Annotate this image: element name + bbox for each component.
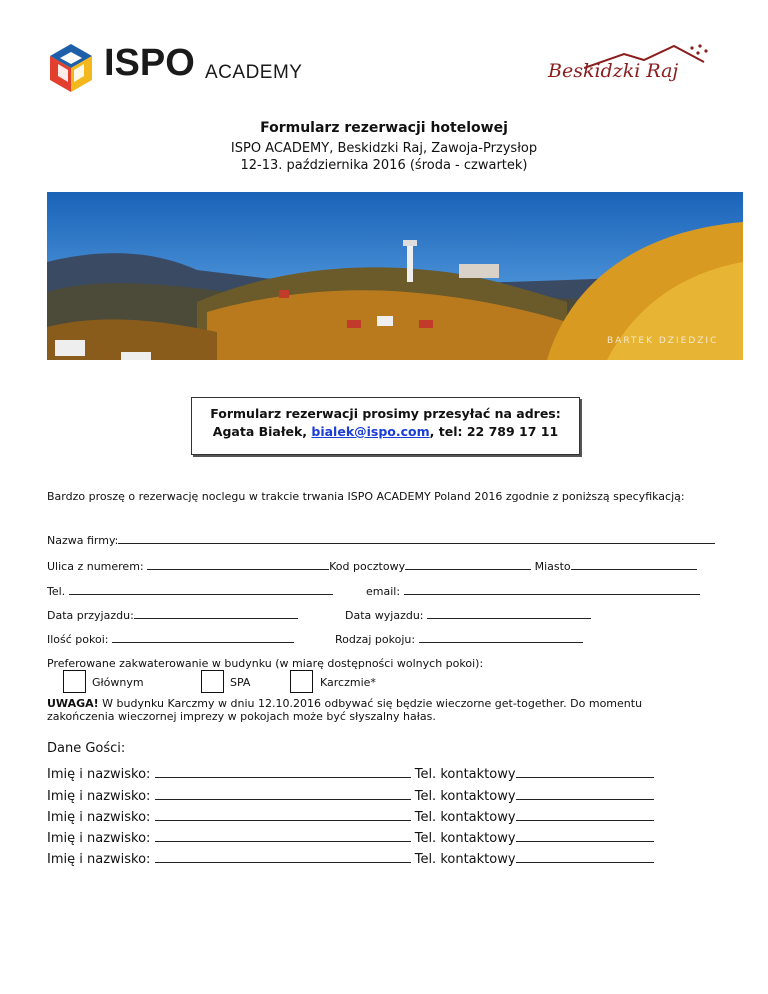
guest-name-label: Imię i nazwisko: [47, 767, 151, 782]
guest-name-label: Imię i nazwisko: [47, 789, 151, 804]
warning-line1 [47, 697, 642, 710]
guest-row-4 [47, 828, 654, 846]
tel-field[interactable] [69, 583, 333, 595]
guest-phone-field[interactable] [516, 786, 654, 800]
contact-phone: , tel: 22 789 17 11 [429, 424, 559, 439]
checkbox-main-building[interactable] [63, 670, 86, 693]
guest-row-5 [47, 849, 654, 867]
guest-phone-label: Tel. kontaktowy [414, 810, 516, 825]
company-row [47, 532, 715, 547]
photo-watermark: BARTEK DZIEDZIC [607, 336, 719, 346]
guest-phone-field[interactable] [516, 849, 654, 863]
postal-field[interactable] [405, 558, 531, 570]
mountain-panorama-photo [47, 192, 743, 360]
departure-group [345, 607, 591, 622]
rooms-group [47, 631, 294, 646]
ispo-cube-icon [44, 42, 98, 96]
beskidzki-logo-word: Beskidzki Raj [548, 60, 679, 82]
preference-label: Preferowane zakwaterowanie w budynku (w miarę dostępności wolnych pokoi): [47, 657, 484, 670]
email-field[interactable] [404, 583, 700, 595]
contact-name: Agata Białek, [212, 424, 312, 439]
rooms-label: Ilość pokoi: [47, 633, 109, 646]
ispo-logo-word: ISPO [104, 42, 195, 84]
rooms-field[interactable] [112, 631, 294, 643]
guest-phone-label: Tel. kontaktowy [414, 852, 516, 867]
option-karczma-label: Karczmie* [320, 676, 376, 689]
guest-row-3 [47, 807, 654, 825]
departure-label: Data wyjazdu: [345, 609, 424, 622]
checkbox-spa[interactable] [201, 670, 224, 693]
contact-email-link[interactable]: bialek@ispo.com [311, 424, 430, 439]
warning-line2: zakończenia wieczornej imprezy w pokojach może być słyszalny hałas. [47, 710, 436, 723]
departure-field[interactable] [427, 607, 591, 619]
guest-phone-label: Tel. kontaktowy [414, 789, 516, 804]
guest-name-field[interactable] [155, 828, 411, 842]
event-dates: 12-13. października 2016 (środa - czwartek) [240, 158, 528, 173]
guests-heading: Dane Gości: [47, 741, 126, 756]
beskidzki-raj-logo [544, 40, 714, 96]
contact-box [191, 397, 580, 455]
company-field[interactable] [118, 532, 715, 544]
street-label: Ulica z numerem: [47, 560, 144, 573]
email-label: email: [366, 585, 401, 598]
guest-phone-field[interactable] [516, 764, 654, 778]
ispo-logo-sub: ACADEMY [205, 62, 303, 83]
postal-label: Kod pocztowy [329, 560, 406, 573]
room-type-group [335, 631, 583, 646]
arrival-field[interactable] [134, 607, 298, 619]
arrival-group [47, 607, 298, 622]
tel-label: Tel. [47, 585, 66, 598]
tel-email-row [47, 583, 333, 598]
landscape-image [47, 192, 743, 360]
option-spa-label: SPA [230, 676, 251, 689]
street-field[interactable] [147, 558, 329, 570]
room-type-label: Rodzaj pokoju: [335, 633, 416, 646]
event-location: ISPO ACADEMY, Beskidzki Raj, Zawoja-Przysłop [230, 141, 538, 156]
guest-name-field[interactable] [155, 786, 411, 800]
guest-name-field[interactable] [155, 764, 411, 778]
guest-phone-label: Tel. kontaktowy [414, 767, 516, 782]
page-title: Formularz rezerwacji hotelowej [260, 120, 508, 136]
city-label: Miasto [534, 560, 571, 573]
guest-row-2 [47, 786, 654, 804]
city-field[interactable] [571, 558, 697, 570]
arrival-label: Data przyjazdu: [47, 609, 134, 622]
guest-name-label: Imię i nazwisko: [47, 810, 151, 825]
warning-bold: UWAGA! [47, 697, 99, 710]
room-type-field[interactable] [419, 631, 583, 643]
guest-phone-label: Tel. kontaktowy [414, 831, 516, 846]
guest-name-label: Imię i nazwisko: [47, 852, 151, 867]
guest-phone-field[interactable] [516, 828, 654, 842]
option-main-building-label: Głównym [92, 676, 144, 689]
checkbox-karczma[interactable] [290, 670, 313, 693]
guest-name-label: Imię i nazwisko: [47, 831, 151, 846]
ispo-academy-logo [44, 40, 314, 96]
guest-phone-field[interactable] [516, 807, 654, 821]
intro-text: Bardzo proszę o rezerwację noclegu w trakcie trwania ISPO ACADEMY Poland 2016 zgodnie z poniższą specyfikacją: [47, 490, 685, 503]
warning-text: W budynku Karczmy w dniu 12.10.2016 odbywać się będzie wieczorne get-together. Do momentu [98, 697, 643, 710]
contact-box-heading: Formularz rezerwacji prosimy przesyłać na adres: [210, 406, 561, 421]
company-label: Nazwa firmy: [47, 534, 119, 547]
address-row [47, 558, 697, 573]
guest-name-field[interactable] [155, 849, 411, 863]
guest-name-field[interactable] [155, 807, 411, 821]
guest-row-1 [47, 764, 654, 782]
email-group [366, 583, 700, 598]
contact-box-details [192, 424, 579, 439]
